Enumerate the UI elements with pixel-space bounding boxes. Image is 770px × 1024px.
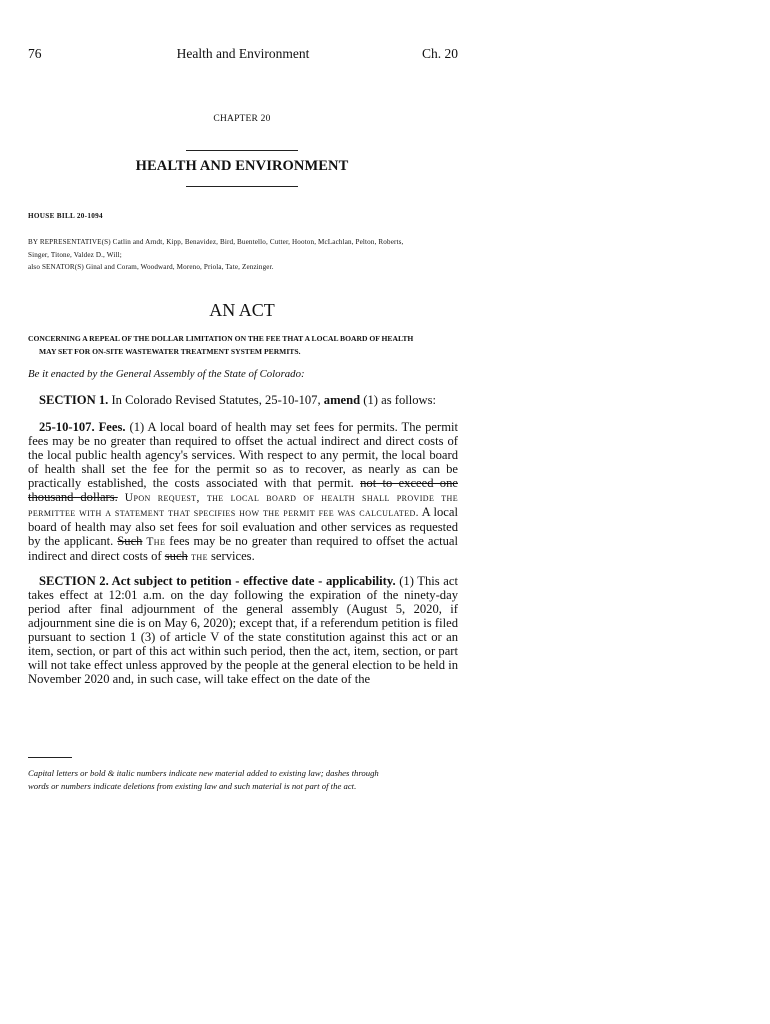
added-text: The (142, 536, 166, 548)
section-1-intro (28, 393, 458, 407)
act-title-line: MAY SET FOR ON-SITE WASTEWATER TREATMENT SYSTEM PERMITS. (39, 346, 301, 356)
section-1-heading: SECTION 1. (39, 393, 109, 407)
running-header (28, 46, 458, 64)
chapter-reference: Ch. 20 (421, 46, 458, 61)
act-heading: AN ACT (209, 300, 275, 320)
deleted-text: such (164, 549, 188, 563)
sponsors-line: also SENATOR(S) Ginal and Coram, Woodward, Moreno, Priola, Tate, Zenzinger. (28, 263, 274, 272)
statute-heading: 25-10-107. Fees. (39, 420, 126, 434)
statute-text-part: A local board of health may also set fees for soil evaluation and other services as requested by the applicant. (28, 505, 458, 548)
sponsors-block (28, 236, 460, 274)
statute-text-part: fees may be no greater than required to offset the actual indirect and direct costs of (28, 534, 458, 563)
act-title-line: CONCERNING A REPEAL OF THE DOLLAR LIMITATION ON THE FEE THAT A LOCAL BOARD OF HEALTH (28, 334, 414, 343)
added-text: Upon request, the local board of health shall provide the permittee with a statement that specifies how the permit fee was calculated. (28, 492, 458, 519)
bill-number: HOUSE BILL 20-1094 (28, 212, 103, 220)
title-rule-top (186, 150, 298, 151)
amend-keyword: amend (323, 393, 361, 407)
title-rule-bottom (186, 186, 298, 187)
statute-text-part: services. (207, 549, 255, 563)
deleted-text: Such (117, 534, 143, 548)
statute-text-part: (1) A local board of health may set fees for permits. The permit fees may be no greater than required to offset the actual indirect and direct costs of the local public health agency's services. With respect to any permit, the local board of health shall set the fee for the permit so as to recover, as nearly as can be practically established, the costs associated with that permit. (28, 420, 458, 490)
deleted-text: not to exceed one thousand dollars. (28, 476, 458, 504)
chapter-label: CHAPTER 20 (213, 114, 271, 124)
footnote (28, 767, 460, 792)
section-2 (28, 574, 458, 686)
running-title: Health and Environment (176, 46, 310, 61)
page-number: 76 (28, 46, 42, 61)
footnote-line: Capital letters or bold & italic numbers indicate new material added to existing law; dashes through (28, 768, 379, 778)
section-1-intro-text: In Colorado Revised Statutes, 25-10-107, (108, 393, 324, 407)
act-title (28, 333, 460, 358)
added-text: the (187, 551, 208, 563)
section-2-heading: SECTION 2. Act subject to petition - effective date - applicability. (39, 574, 396, 588)
footnote-rule (28, 757, 72, 758)
enacting-clause: Be it enacted by the General Assembly of the State of Colorado: (28, 368, 305, 380)
section-1-intro-text-end: (1) as follows: (360, 393, 437, 407)
section-2-text: (1) This act takes effect at 12:01 a.m. on the day following the expiration of the ninety-day period after final adjournment of the general assembly (August 5, 2020, if adjournment sine die is on May 6, 2020); except that, if a referendum petition is filed pursuant to section 1 (3) of article V of the state constitution against this act or an item, section, or part of this act within such period, then the act, item, section, or part will not take effect unless approved by the people at the general election to be held in November 2020 and, in such case, will take effect on the date of the (28, 574, 458, 686)
statute-text (28, 420, 458, 564)
chapter-title: HEALTH AND ENVIRONMENT (135, 158, 349, 174)
sponsors-line: BY REPRESENTATIVE(S) Catlin and Arndt, Kipp, Benavidez, Bird, Buentello, Cutter, Hooton, McLachlan, Pelton, Roberts, (28, 238, 404, 246)
footnote-line: words or numbers indicate deletions from existing law and such material is not part of the act. (28, 780, 357, 791)
sponsors-line: Singer, Titone, Valdez D., Will; (28, 250, 122, 259)
